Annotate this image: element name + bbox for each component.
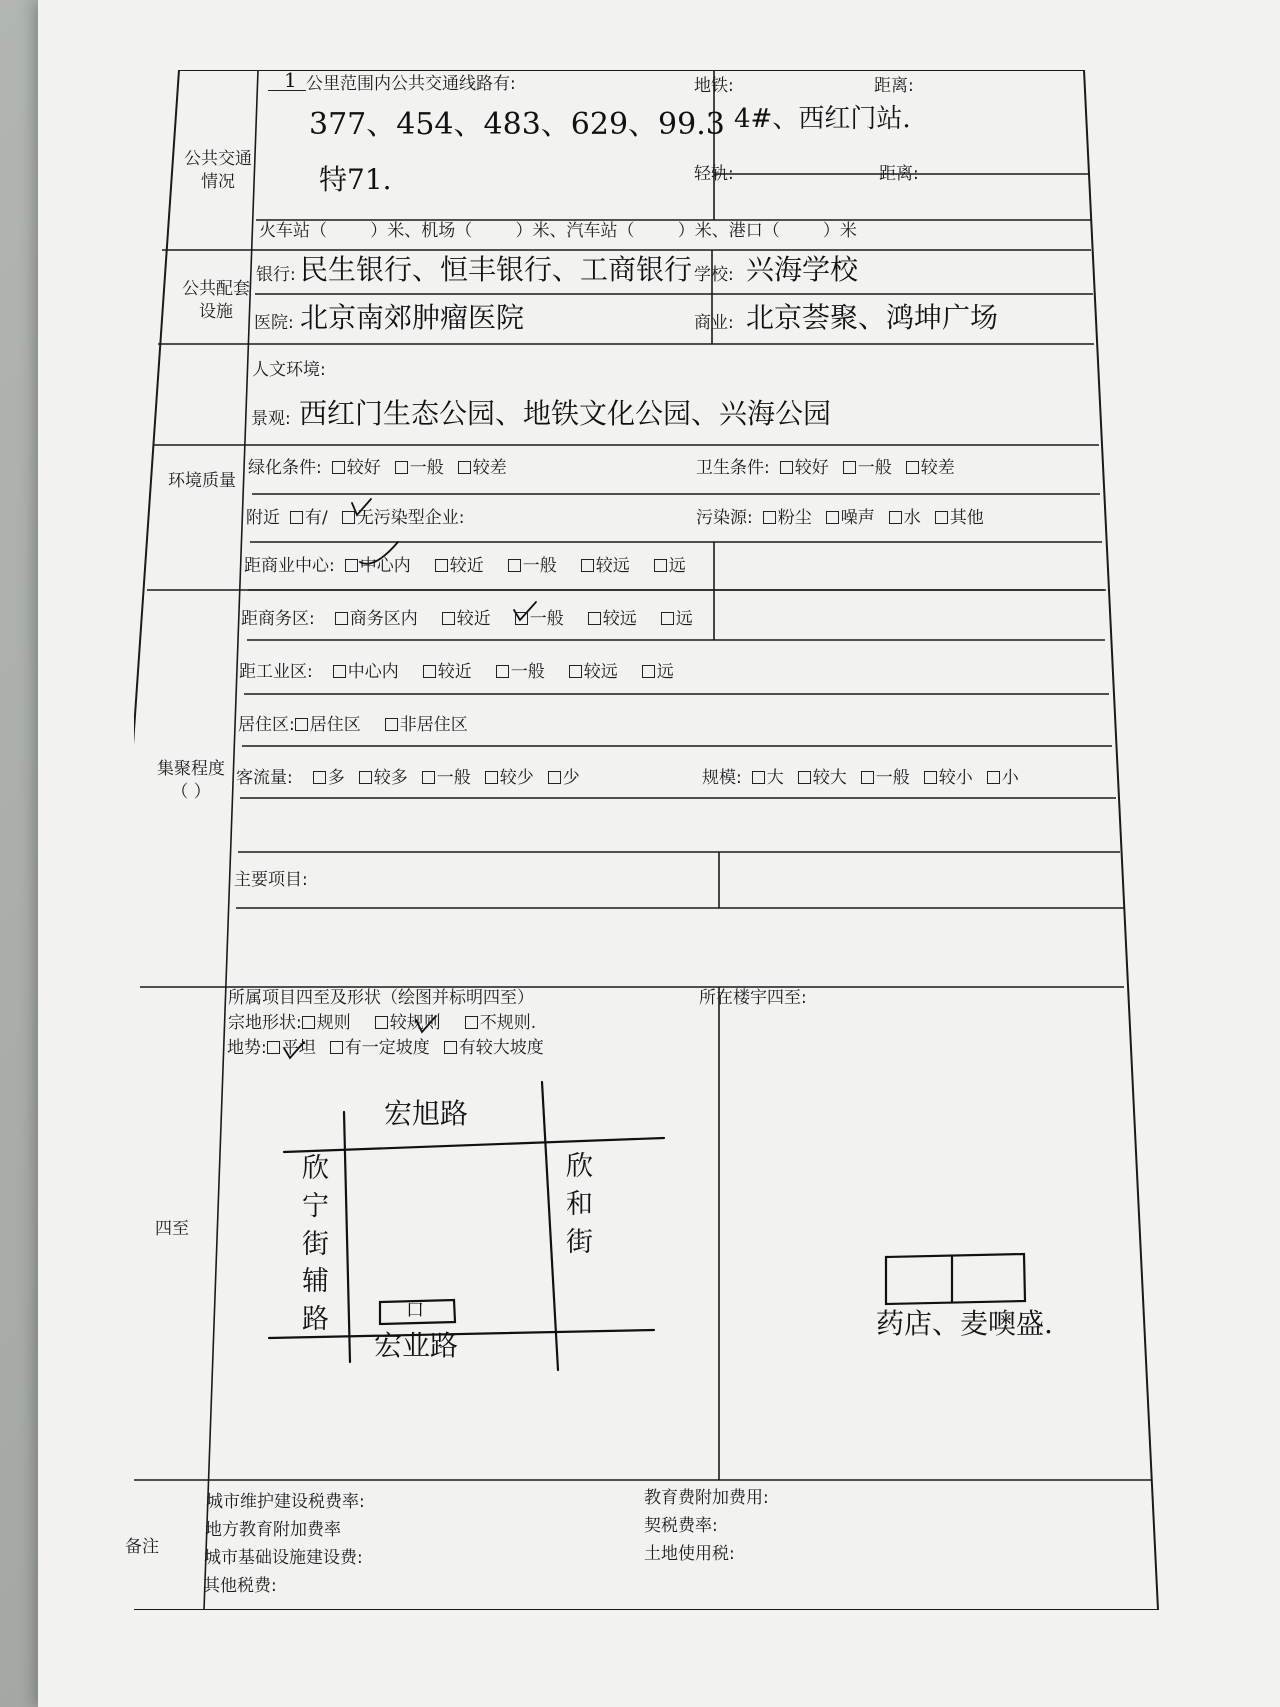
bus-routes-label: 公里范围内公共交通线路有: [306,74,516,94]
option-label: 较差 [920,458,955,478]
option-label: 少 [562,768,580,788]
checkbox[interactable] [458,461,471,474]
stations-distances: 火车站（ ）米、机场（ ）米、汽车站（ ）米、港口（ ）米 [259,221,857,241]
checkbox[interactable] [496,665,509,678]
option-label: 远 [668,556,686,576]
checkbox[interactable] [924,771,937,784]
hospital-handwritten: 北京南郊肿瘤医院 [300,301,525,334]
option-label: 较多 [373,768,408,788]
checkbox[interactable] [654,559,667,572]
bus-routes-handwritten-2: 特71. [319,163,392,196]
checkbox[interactable] [290,511,303,524]
option-label: 规则 [316,1013,351,1033]
business-district-label: 距商务区: [241,609,315,629]
checkbox[interactable] [442,612,455,625]
east-road-label: 欣和街 [566,1151,593,1258]
checkbox[interactable] [935,511,948,524]
business-district-row [241,611,697,628]
bank-handwritten: 民生银行、恒丰银行、工商银行 [300,253,693,286]
option-label: 小 [1001,768,1019,788]
checkbox[interactable] [642,665,655,678]
option-label: 较规则 [389,1013,441,1033]
traffic-row [236,770,584,787]
main-projects-label: 主要项目: [234,870,308,890]
option-label: 较近 [449,556,484,576]
school-handwritten: 兴海学校 [746,253,859,286]
business-center-row [244,558,690,575]
outer-border [134,70,1158,1610]
remark-left-4: 其他税费: [203,1576,277,1596]
option-label: 较远 [595,556,630,576]
landscape-handwritten: 西红门生态公园、地铁文化公园、兴海公园 [299,397,832,430]
checkbox[interactable] [359,771,372,784]
residential-label: 居住区: [238,715,295,735]
parcel-shape-label: 宗地形状: [228,1013,302,1033]
checkbox[interactable] [588,612,601,625]
option-label: 较小 [938,768,973,788]
option-label: 较近 [437,662,472,682]
checkbox[interactable] [548,771,561,784]
north-road-label: 宏旭路 [384,1097,469,1130]
checkbox[interactable] [485,771,498,784]
checkbox[interactable] [465,1016,478,1029]
grid-lines [134,70,1152,1610]
remark-right-3: 土地使用税: [644,1544,735,1564]
building-note: 药店、麦噢盛. [876,1307,1053,1340]
checkbox[interactable] [752,771,765,784]
option-label: 无污染型企业: [356,508,465,528]
option-label: 粉尘 [777,508,812,528]
option-label: 较近 [456,609,491,629]
business-center-label: 距商业中心: [244,556,335,576]
checkbox[interactable] [843,461,856,474]
remark-left-3: 城市基础设施建设费: [204,1548,363,1568]
bus-routes-handwritten-1: 377、454、483、629、99.3 [309,107,725,142]
sanitation-row [696,460,959,477]
greening-label: 绿化条件: [248,458,322,478]
option-label: 有一定坡度 [344,1038,430,1058]
parcel-box-label: 口 [406,1300,424,1321]
terrain-row [227,1040,548,1057]
industrial-label: 距工业区: [239,662,313,682]
environment-section-label: 环境质量 [168,471,236,491]
project-boundaries-title: 所属项目四至及形状（绘图并标明四至） [228,988,534,1008]
checkbox[interactable] [906,461,919,474]
building-boundaries-title: 所在楼宇四至: [699,988,807,1008]
option-label: 噪声 [840,508,875,528]
checkbox[interactable] [435,559,448,572]
checkbox[interactable] [763,511,776,524]
nearby-row [246,510,468,527]
residential-row [238,717,472,734]
option-label: 平坦 [281,1038,316,1058]
option-label: 一般 [436,768,471,788]
option-label: 较少 [499,768,534,788]
checkbox[interactable] [581,559,594,572]
option-label: 商务区内 [349,609,418,629]
checkbox[interactable] [423,665,436,678]
checkbox[interactable] [267,1041,280,1054]
traffic-label: 客流量: [236,768,293,788]
option-label: 有/ [305,508,328,528]
option-label: 一般 [875,768,910,788]
option-label: 一般 [510,662,545,682]
survey-form [125,68,1262,1610]
option-label: 较好 [794,458,829,478]
option-label: 较差 [472,458,507,478]
checkbox[interactable] [661,612,674,625]
checkbox[interactable] [295,718,308,731]
agglomeration-section-label: 集聚程度 （ ） [157,759,225,802]
nearby-label: 附近 [246,508,280,528]
checkbox[interactable] [515,612,528,625]
transport-section-label: 公共交通 情况 [184,149,252,192]
distance-underline [268,90,306,91]
culture-label: 人文环境: [252,360,326,380]
checkbox[interactable] [375,1016,388,1029]
scale-label: 规模: [702,768,742,788]
checkbox[interactable] [508,559,521,572]
north-road-line [284,1138,664,1152]
terrain-label: 地势: [227,1038,267,1058]
commerce-label: 商业: [694,313,734,333]
checkbox[interactable] [861,771,874,784]
option-label: 远 [656,662,674,682]
checkbox[interactable] [826,511,839,524]
checkbox[interactable] [569,665,582,678]
checkbox[interactable] [342,511,355,524]
parcel-shape-row [228,1015,540,1032]
east-road-line [542,1082,558,1370]
option-label: 中心内 [359,556,411,576]
option-label: 中心内 [347,662,399,682]
checkbox[interactable] [385,718,398,731]
checkbox[interactable] [798,771,811,784]
option-label: 较大 [812,768,847,788]
school-label: 学校: [694,265,734,285]
option-label: 非居住区 [399,715,468,735]
remark-right-2: 契税费率: [644,1516,718,1536]
option-label: 较远 [602,609,637,629]
option-label: 多 [327,768,345,788]
greening-row [248,460,511,477]
checkbox[interactable] [780,461,793,474]
option-label: 有较大坡度 [458,1038,544,1058]
building-box [886,1254,1025,1304]
option-label: 居住区 [309,715,361,735]
subway-distance-label: 距离: [874,76,914,96]
option-label: 其他 [949,508,984,528]
option-label: 不规则. [479,1013,537,1033]
pollution-row [696,510,988,527]
option-label: 水 [903,508,921,528]
landscape-label: 景观: [251,409,291,429]
checkbox[interactable] [345,559,358,572]
checkbox[interactable] [444,1041,457,1054]
south-road-label: 宏业路 [374,1329,459,1362]
subway-handwritten: 4#、西红门站. [734,104,911,134]
checkbox[interactable] [987,771,1000,784]
lightrail-distance-label: 距离: [879,164,919,184]
form-sheet [38,0,1280,1707]
option-label: 大 [766,768,784,788]
option-label: 一般 [409,458,444,478]
option-label: 较远 [583,662,618,682]
commerce-handwritten: 北京荟聚、鸿坤广场 [746,301,999,334]
remark-left-1: 城市维护建设税费率: [206,1492,365,1512]
hospital-label: 医院: [254,313,294,333]
option-label: 一般 [522,556,557,576]
distance-handwritten: 1 [284,68,297,92]
lightrail-label: 轻轨: [694,164,734,184]
checkbox[interactable] [313,771,326,784]
option-label: 较好 [346,458,381,478]
checkbox[interactable] [330,1041,343,1054]
checkbox[interactable] [332,461,345,474]
subway-label: 地铁: [694,76,734,96]
bank-label: 银行: [256,265,296,285]
checkbox[interactable] [335,612,348,625]
checkbox[interactable] [422,771,435,784]
checkbox[interactable] [333,665,346,678]
remark-left-2: 地方教育附加费率 [205,1520,341,1540]
remarks-section-label: 备注 [125,1537,159,1557]
boundaries-section-label: 四至 [155,1219,189,1239]
scale-row [702,770,1023,787]
checkbox[interactable] [395,461,408,474]
industrial-row [239,664,678,681]
sanitation-label: 卫生条件: [696,458,770,478]
facilities-section-label: 公共配套 设施 [182,279,250,322]
checkbox[interactable] [889,511,902,524]
option-label: 一般 [857,458,892,478]
pollution-label: 污染源: [696,508,753,528]
checkbox[interactable] [302,1016,315,1029]
option-label: 远 [675,609,693,629]
remark-right-1: 教育费附加费用: [644,1488,769,1508]
west-road-label: 欣宁街辅路 [302,1153,329,1336]
option-label: 一般 [529,609,564,629]
